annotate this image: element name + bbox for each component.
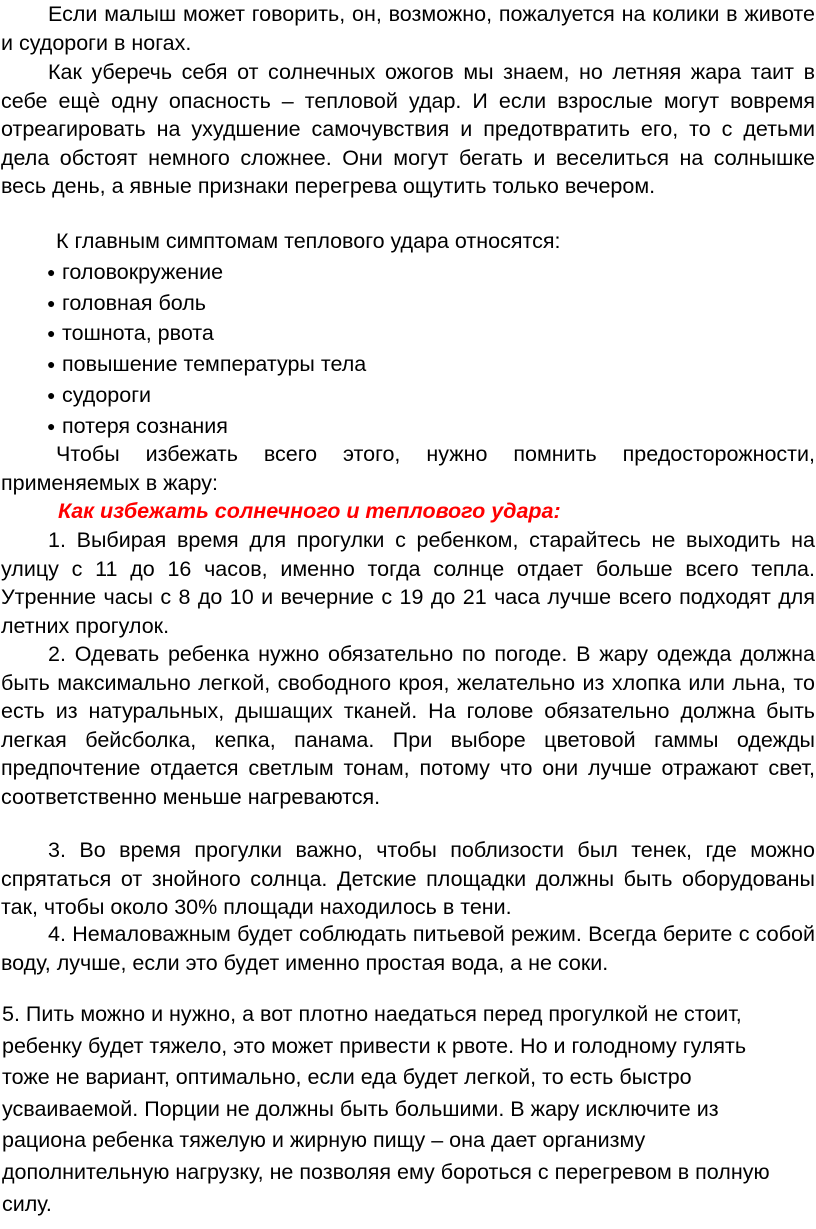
tip-2: 2. Одевать ребенка нужно обязательно по погоде. В жару одежда должна быть максимально легкой, свободного кроя, желательно из хлопка или льна, то есть из натуральных, дышащих тканей. На голове обязательно должна быть легкая бейсболка, кепка, панама. При выборе цветовой гаммы одежды предпочтение отдается светлым тонам, потому что они лучше отражают свет, соответственно меньше нагреваются. bbox=[1, 642, 815, 809]
list-item bbox=[0, 257, 366, 288]
intro-paragraph-2: Как уберечь себя от солнечных ожогов мы знаем, но летняя жара таит в себе ещѐ одну опасность – тепловой удар. И если взрослые могут вовремя отреагировать на ухудшение самочувствия и предотвратить его, то с детьми дела обстоят немного сложнее. Они могут бегать и веселиться на солнышке весь день, а явные признаки перегрева ощутить только вечером. bbox=[1, 60, 815, 199]
list-item bbox=[0, 380, 366, 411]
tip-1: 1. Выбирая время для прогулки с ребенком, старайтесь не выходить на улицу с 11 до 16 часов, именно тогда солнце отдает больше всего тепла. Утренние часы с 8 до 10 и вечерние с 19 до 21 часа лучше всего подходят для летних прогулок. bbox=[1, 528, 815, 638]
symptom-text: повышение температуры тела bbox=[62, 352, 367, 377]
precautions-intro: Чтобы избежать всего этого, нужно помнить предосторожности, применяемых в жару: bbox=[1, 442, 815, 495]
symptom-text: тошнота, рвота bbox=[62, 321, 214, 346]
section-heading: Как избежать солнечного и теплового удара: bbox=[58, 499, 561, 523]
symptom-text: головная боль bbox=[62, 290, 207, 315]
symptoms-list bbox=[0, 257, 366, 441]
tip-4: 4. Немаловажным будет соблюдать питьевой режим. Всегда берите с собой воду, лучше, если это будет именно простая вода, а не соки. bbox=[1, 922, 815, 975]
bullet-icon: ● bbox=[47, 264, 56, 280]
intro-paragraph-1: Если малыш может говорить, он, возможно, пожалуется на колики в животе и судороги в ногах. bbox=[1, 2, 815, 55]
symptom-text: потеря сознания bbox=[62, 413, 228, 438]
bullet-icon: ● bbox=[47, 356, 56, 373]
symptom-text: головокружение bbox=[62, 260, 224, 284]
bullet-icon: ● bbox=[47, 294, 56, 311]
list-item bbox=[0, 349, 366, 380]
list-item bbox=[0, 411, 366, 442]
bullet-icon: ● bbox=[47, 325, 56, 342]
bullet-icon: ● bbox=[47, 417, 56, 434]
list-item bbox=[0, 318, 366, 349]
tip-3: 3. Во время прогулки важно, чтобы поблизости был тенек, где можно спрятаться от знойного солнца. Детские площадки должны быть оборудованы так, чтобы около 30% площади находилось в тени. bbox=[1, 838, 815, 920]
symptom-text: судороги bbox=[62, 382, 152, 407]
symptoms-intro: К главным симптомам теплового удара относятся: bbox=[56, 229, 561, 253]
list-item bbox=[0, 288, 366, 319]
bullet-icon: ● bbox=[47, 386, 56, 403]
tip-5: 5. Пить можно и нужно, а вот плотно наедаться перед прогулкой не стоит, ребенку будет тяжело, это может привести к рвоте. Но и голодному гулять тоже не вариант, оптимально, если еда будет легкой, то есть быстро усваиваемой. Порции не должны быть большими. В жару исключите из рациона ребенка тяжелую и жирную пищу – она дает организму дополнительную нагрузку, не позволяя ему бороться с перегревом в полную силу. bbox=[2, 1002, 770, 1216]
